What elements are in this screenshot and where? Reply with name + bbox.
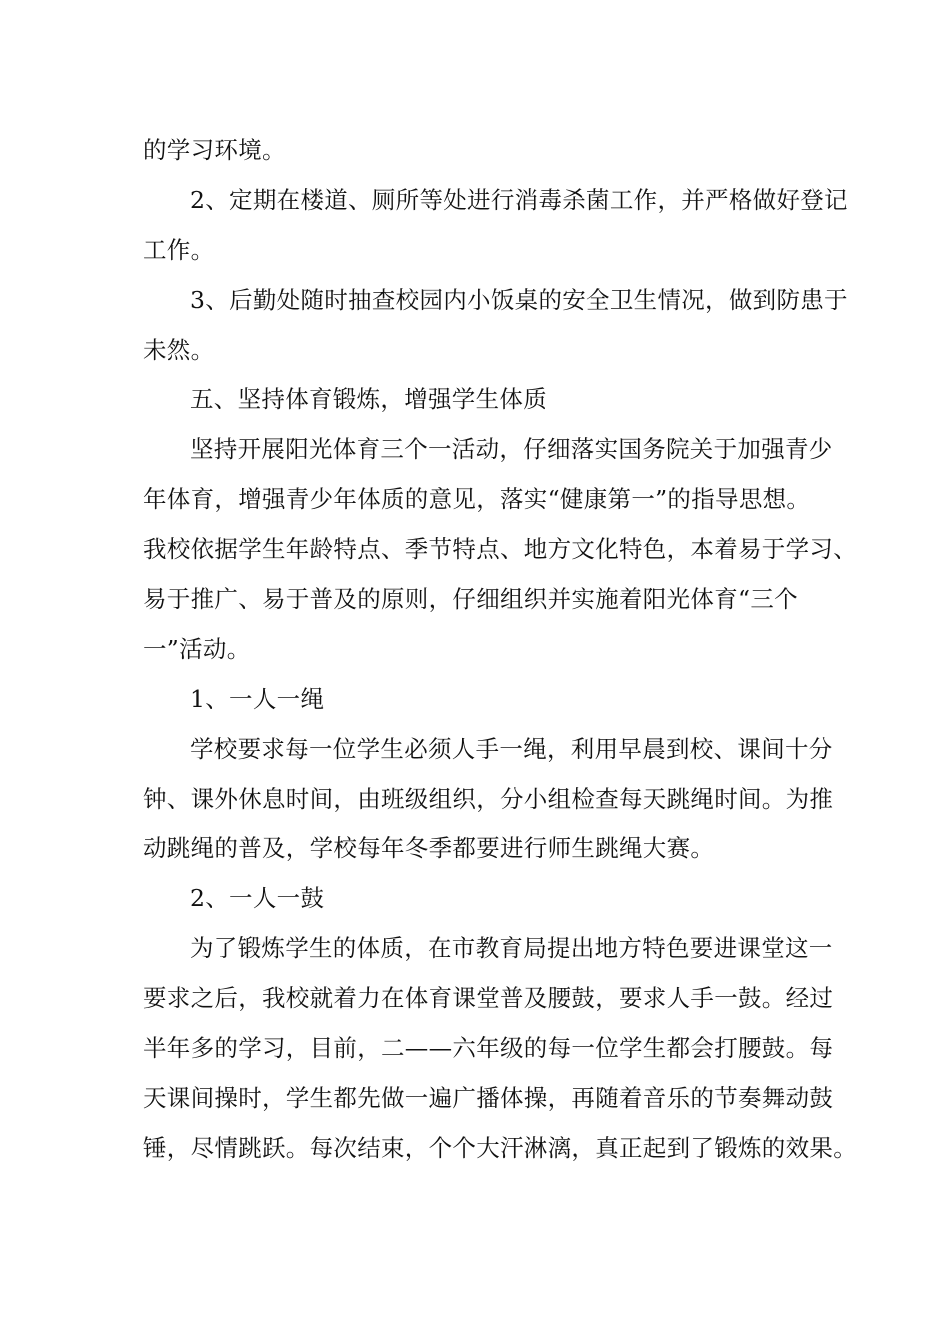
text-line: 天课间操时，学生都先做一遍广播体操，再随着音乐的节奏舞动鼓 (143, 1083, 834, 1112)
text-line: 2、定期在楼道、厕所等处进行消毒杀菌工作，并严格做好登记 (190, 185, 848, 214)
text-line: 年体育，增强青少年体质的意见，落实“健康第一”的指导思想。 (143, 485, 811, 514)
text-line: 1、一人一绳 (190, 684, 325, 713)
text-line: 2、一人一鼓 (190, 884, 325, 913)
text-line: 易于推广、易于普及的原则，仔细组织并实施着阳光体育“三个 (143, 585, 798, 614)
document-body (143, 126, 857, 1174)
text-line: 工作。 (143, 235, 215, 264)
text-line: 五、坚持体育锻炼，增强学生体质 (190, 385, 547, 414)
text-line: 未然。 (143, 335, 215, 364)
text-line: 钟、课外休息时间，由班级组织，分小组检查每天跳绳时间。为推 (143, 784, 834, 813)
text-line: 的学习环境。 (143, 136, 286, 164)
text-line: 3、后勤处随时抽查校园内小饭桌的安全卫生情况，做到防患于 (190, 285, 848, 314)
text-line: 学校要求每一位学生必须人手一绳，利用早晨到校、课间十分 (190, 734, 833, 763)
text-line: 半年多的学习，目前，二——六年级的每一位学生都会打腰鼓。每 (143, 1034, 834, 1063)
text-line: 动跳绳的普及，学校每年冬季都要进行师生跳绳大赛。 (143, 834, 715, 863)
text-line: 为了锻炼学生的体质，在市教育局提出地方特色要进课堂这一 (190, 934, 833, 963)
text-line: 我校依据学生年龄特点、季节特点、地方文化特色，本着易于学习、 (143, 535, 857, 564)
text-line: 坚持开展阳光体育三个一活动，仔细落实国务院关于加强青少 (190, 435, 833, 464)
text-line: 要求之后，我校就着力在体育课堂普及腰鼓，要求人手一鼓。经过 (143, 984, 834, 1013)
text-line: 一”活动。 (143, 634, 251, 663)
text-line: 锤，尽情跳跃。每次结束，个个大汗淋漓，真正起到了锻炼的效果。 (143, 1133, 857, 1162)
